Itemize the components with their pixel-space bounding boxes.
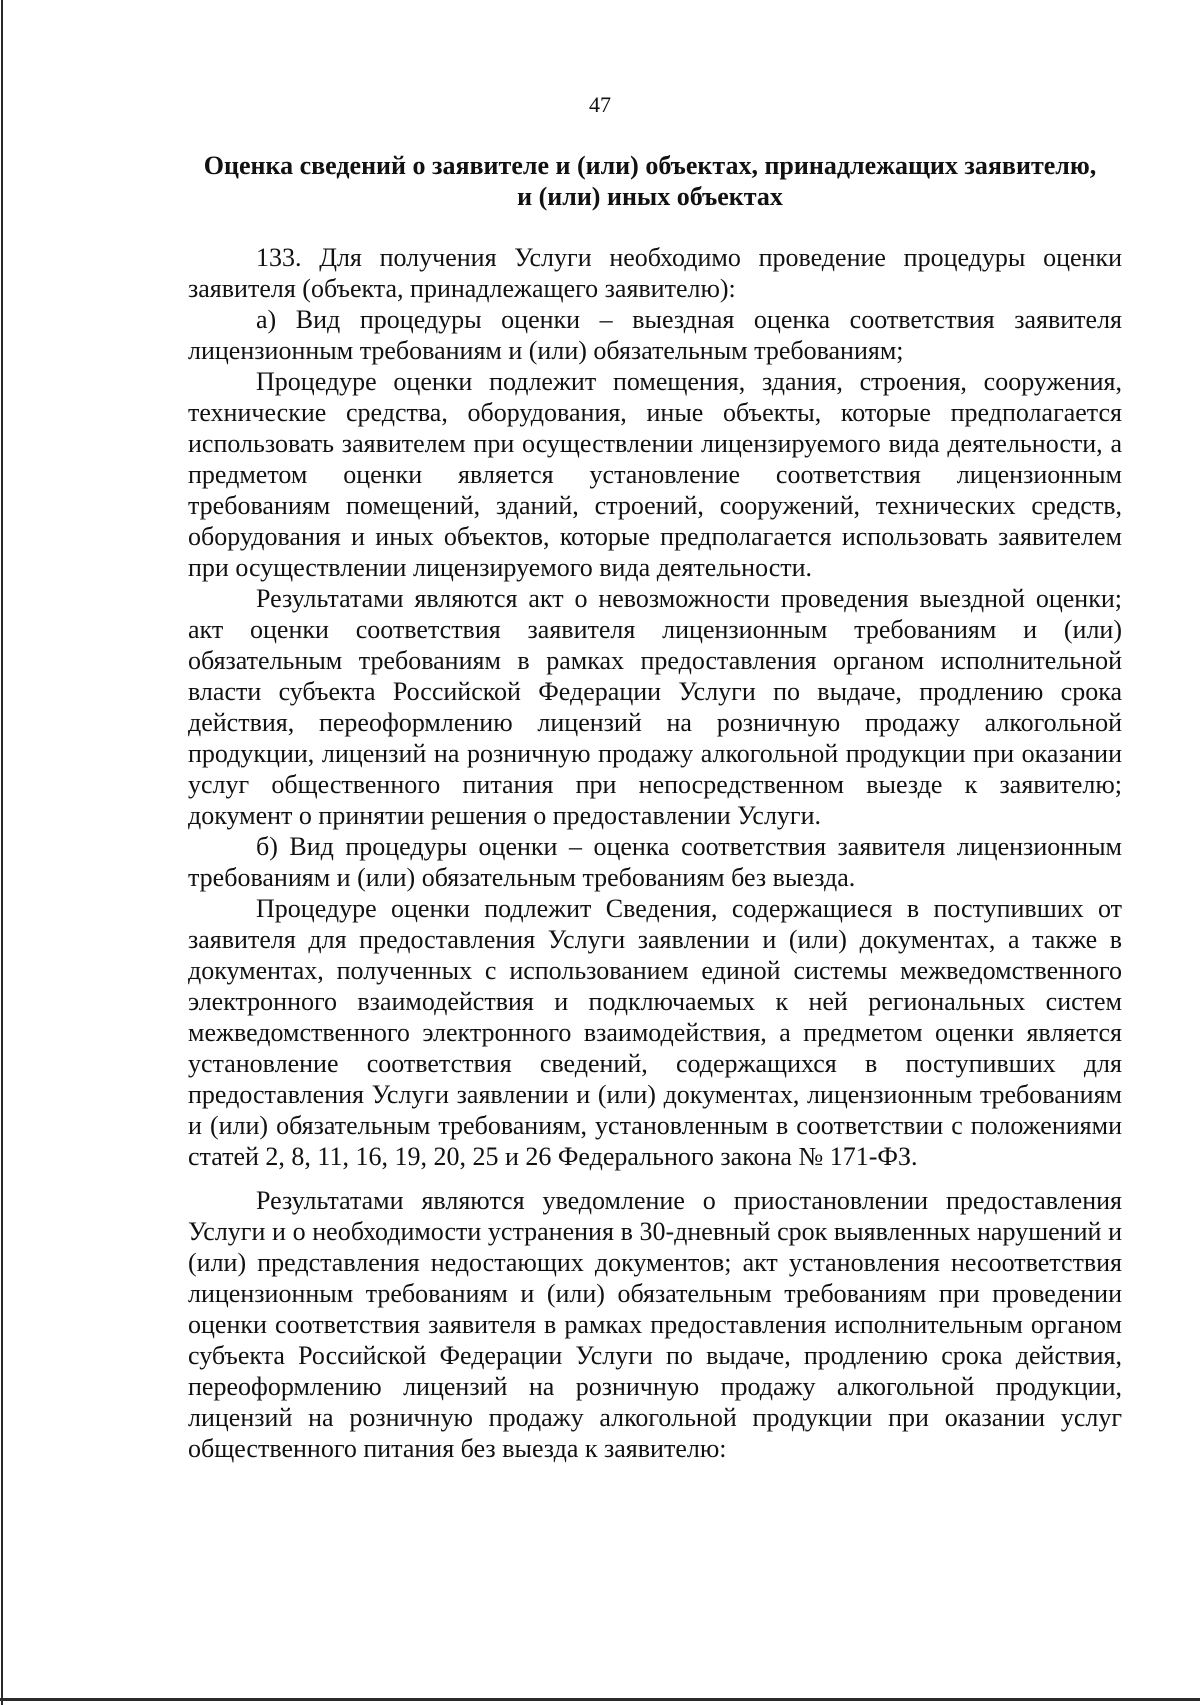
scan-edge-left (1, 0, 3, 1705)
section-heading-line-1: Оценка сведений о заявителе и (или) объектах, принадлежащих заявителю, (203, 151, 1097, 180)
paragraph-item-b-results: Результатами являются уведомление о приостановлении предоставления Услуги и о необходимости устранения в 30-дневный срок выявленных нарушений и (или) представления недостающих документов; акт установления несоответствия лицензионным требованиям и (или) обязательным требованиям при проведении оценки соответствия заявителя в рамках предоставления исполнительным органом субъекта Российской Федерации Услуги по выдаче, продлению срока действия, переоформлению лицензий на розничную продажу алкогольной продукции, лицензий на розничную продажу алкогольной продукции при оказании услуг общественного питания без выезда к заявителю: (188, 1186, 1122, 1463)
section-heading-line-2: и (или) иных объектах (517, 182, 783, 211)
section-heading (180, 150, 1120, 212)
paragraph-item-b-subject: Процедуре оценки подлежит Сведения, содержащиеся в поступивших от заявителя для предоставления Услуги заявлении и (или) документах, а также в документах, полученных с использованием единой системы межведомственного электронного взаимодействия и подключаемых к ней региональных систем межведомственного электронного взаимодействия, а предметом оценки является установление соответствия сведений, содержащихся в поступивших для предоставления Услуги заявлении и (или) документах, лицензионным требованиям и (или) обязательным требованиям, установленным в соответствии с положениями статей 2, 8, 11, 16, 19, 20, 25 и 26 Федерального закона № 171-ФЗ. (188, 894, 1122, 1171)
paragraph-item-a: а) Вид процедуры оценки – выездная оценка соответствия заявителя лицензионным требованиям и (или) обязательным требованиям; (188, 305, 1122, 365)
page-number: 47 (589, 92, 611, 117)
document-body (188, 242, 1122, 1464)
scan-edge-bottom (0, 1698, 1200, 1701)
paragraph-133-intro: 133. Для получения Услуги необходимо проведение процедуры оценки заявителя (объекта, принадлежащего заявителю): (188, 243, 1122, 303)
paragraph-item-a-subject: Процедуре оценки подлежит помещения, здания, строения, сооружения, технические средства, оборудования, иные объекты, которые предполагается использовать заявителем при осуществлении лицензируемого вида деятельности, а предметом оценки является установление соответствия лицензионным требованиям помещений, зданий, строений, сооружений, технических средств, оборудования и иных объектов, которые предполагается использовать заявителем при осуществлении лицензируемого вида деятельности. (188, 367, 1122, 582)
paragraph-item-b: б) Вид процедуры оценки – оценка соответствия заявителя лицензионным требованиям и (или) обязательным требованиям без выезда. (188, 832, 1122, 892)
paragraph-item-a-results: Результатами являются акт о невозможности проведения выездной оценки; акт оценки соответствия заявителя лицензионным требованиям и (или) обязательным требованиям в рамках предоставления органом исполнительной власти субъекта Российской Федерации Услуги по выдаче, продлению срока действия, переоформлению лицензий на розничную продажу алкогольной продукции, лицензий на розничную продажу алкогольной продукции при оказании услуг общественного питания при непосредственном выезде к заявителю; документ о принятии решения о предоставлении Услуги. (188, 584, 1122, 830)
